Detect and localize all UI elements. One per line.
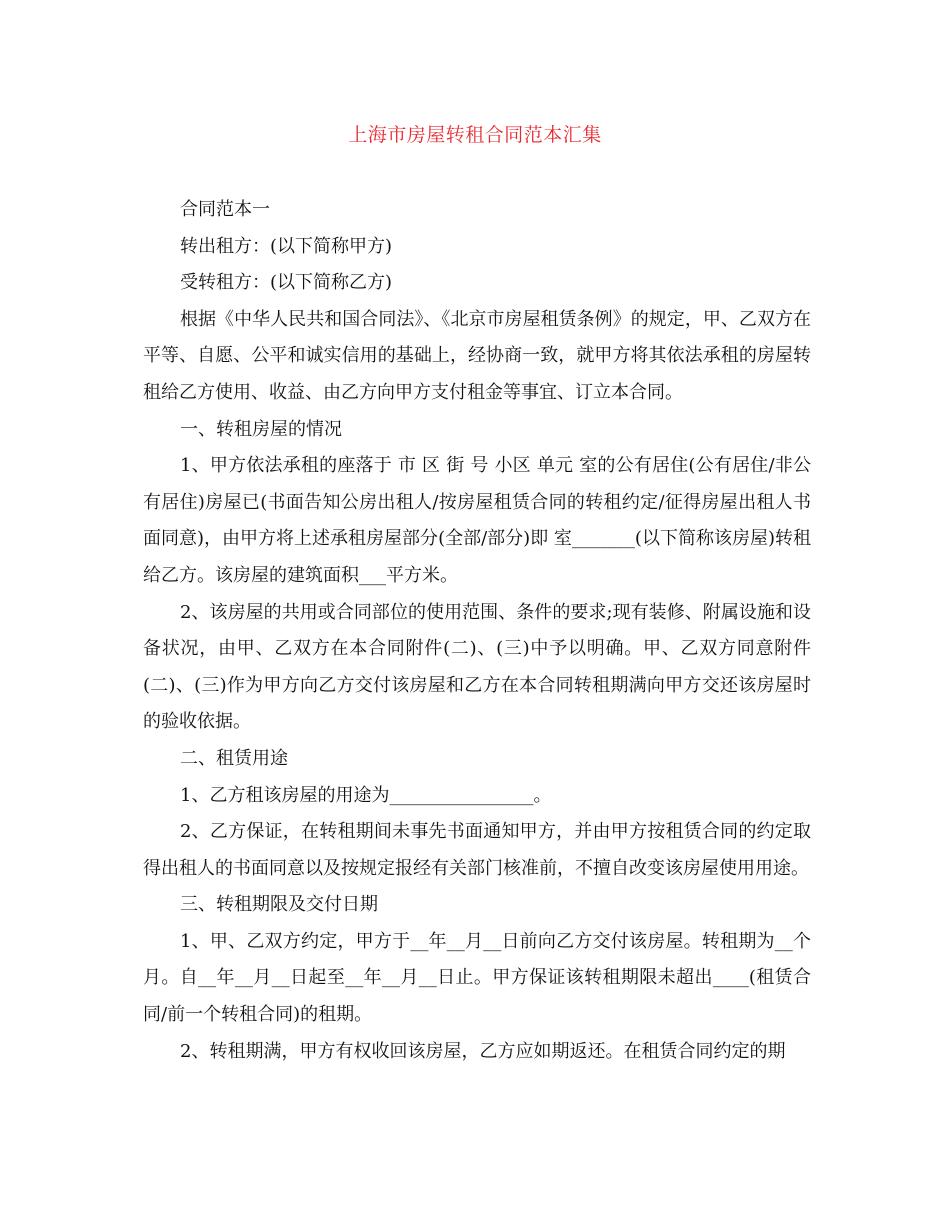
party-b-line: 受转租方：(以下简称乙方)	[180, 272, 393, 294]
clause-2-2: 2、乙方保证，在转租期间未事先书面通知甲方，并由甲方按租赁合同的约定取得出租人的书面同意以及按规定报经有关部门核准前，不擅自改变该房屋使用用途。	[143, 821, 811, 879]
party-a-line: 转出租方：(以下简称甲方)	[180, 235, 393, 257]
section-heading-1: 一、转租房屋的情况	[180, 418, 342, 440]
preamble-paragraph: 根据《中华人民共和国合同法》、《北京市房屋租赁条例》的规定，甲、乙双方在平等、自愿、公平和诚实信用的基础上，经协商一致，就甲方将其依法承租的房屋转租给乙方使用、收益、由乙方向甲方支付租金等事宜、订立本合同。	[143, 308, 811, 403]
clause-1-2: 2、该房屋的共用或合同部位的使用范围、条件的要求;现有装修、附属设施和设备状况，由甲、乙双方在本合同附件(二)、(三)中予以明确。甲、乙双方同意附件(二)、(三)作为甲方向乙方交付该房屋和乙方在本合同转租期满向甲方交还该房屋时的验收依据。	[143, 601, 811, 733]
document-title: 上海市房屋转租合同范本汇集	[348, 124, 602, 146]
clause-3-1: 1、甲、乙双方约定，甲方于__年__月__日前向乙方交付该房屋。转租期为__个月。自__年__月__日起至__年__月__日止。甲方保证该转租期限未超出____(租赁合同/前一个转租合同)的租期。	[143, 930, 811, 1026]
section-heading-2: 二、租赁用途	[180, 747, 288, 769]
clause-3-2: 2、转租期满，甲方有权收回该房屋，乙方应如期返还。在租赁合同约定的期	[180, 1040, 786, 1062]
clause-2-1: 1、乙方租该房屋的用途为________________。	[180, 784, 552, 806]
clause-1-1: 1、甲方依法承租的座落于 市 区 街 号 小区 单元 室的公有居住(公有居住/非公有居住)房屋已(书面告知公房出租人/按房屋租赁合同的转租约定/征得房屋出租人书面同意)，由甲方将上述承租房屋部分(全部/部分)即 室_______(以下简称该房屋)转租给乙方。该房屋的建筑面积___平方米。	[143, 455, 811, 586]
document-body	[143, 192, 811, 1070]
section-heading-3: 三、转租期限及交付日期	[180, 894, 378, 916]
heading-sample-one: 合同范本一	[180, 199, 270, 220]
